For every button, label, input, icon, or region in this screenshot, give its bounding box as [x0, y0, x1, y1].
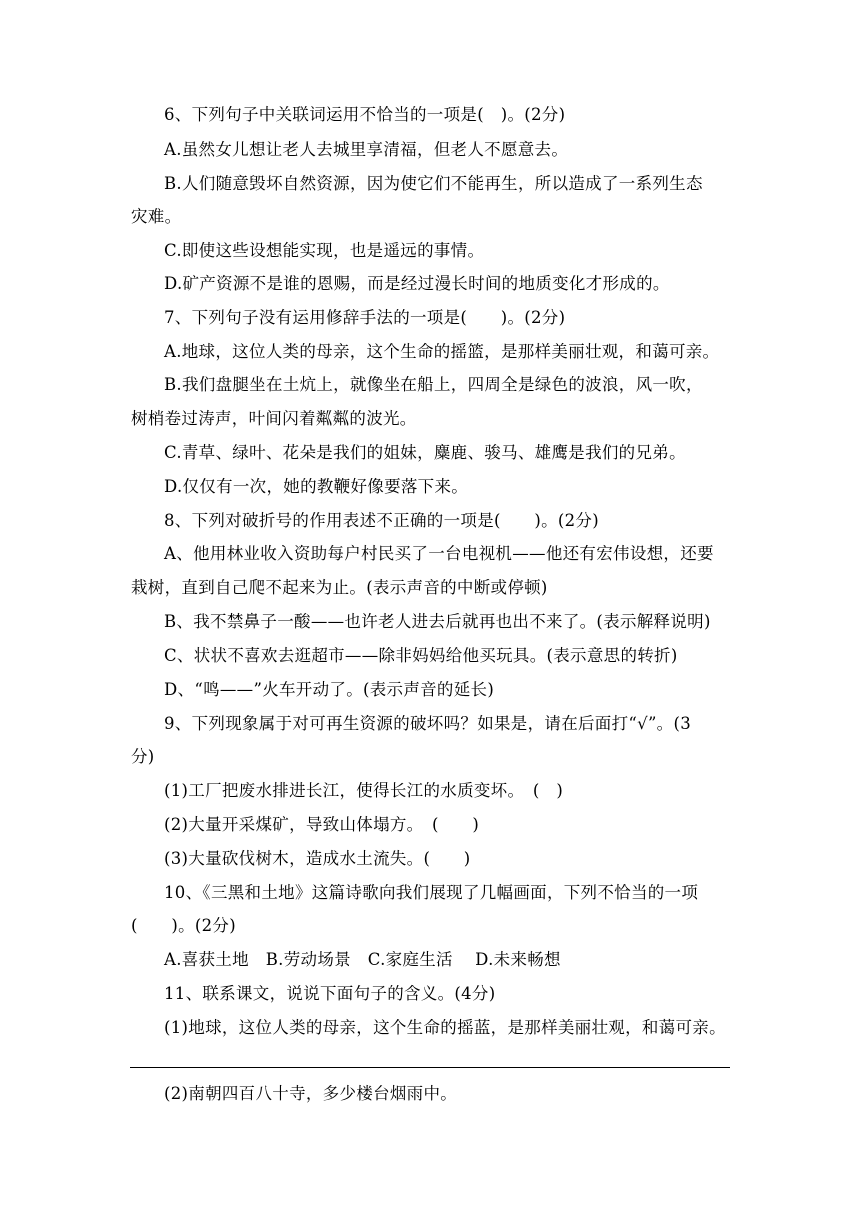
- question-6-option-c: C.即使这些设想能实现，也是遥远的事情。: [164, 241, 485, 260]
- question-7-option-b: B.我们盘腿坐在土炕上，就像坐在船上，四周全是绿色的波浪，风一吹，: [164, 375, 703, 394]
- question-7-option-c: C.青草、绿叶、花朵是我们的姐妹，麋鹿、骏马、雄鹰是我们的兄弟。: [164, 443, 686, 462]
- question-6: 6、下列句子中关联词运用不恰当的一项是( )。(2分): [164, 105, 566, 124]
- question-7-option-a: A.地球，这位人类的母亲，这个生命的摇篮，是那样美丽壮观，和蔼可亲。: [164, 342, 720, 361]
- question-6-option-b: B.人们随意毁坏自然资源，因为使它们不能再生，所以造成了一系列生态: [164, 174, 703, 193]
- question-9-item-3: (3)大量砍伐树木，造成水土流失。( ): [164, 849, 471, 868]
- question-8-option-d: D、“鸣——”火车开动了。(表示声音的延长): [164, 680, 495, 699]
- question-8-option-a: A、他用林业收入资助每户村民买了一台电视机——他还有宏伟设想，还要: [164, 544, 714, 563]
- question-8: 8、下列对破折号的作用表述不正确的一项是( )。(2分): [164, 511, 599, 530]
- question-9-cont: 分): [131, 747, 155, 766]
- question-10: 10、《三黑和土地》这篇诗歌向我们展现了几幅画面，下列不恰当的一项: [164, 883, 699, 902]
- question-10-options: A.喜获土地 B.劳动场景 C.家庭生活 D.未来畅想: [164, 950, 561, 969]
- question-7-option-d: D.仅仅有一次，她的教鞭好像要落下来。: [164, 477, 469, 496]
- question-11-item-2: (2)南朝四百八十寺，多少楼台烟雨中。: [164, 1084, 458, 1103]
- question-9: 9、下列现象属于对可再生资源的破坏吗？如果是，请在后面打“√”。(3: [164, 714, 692, 733]
- question-6-option-d: D.矿产资源不是谁的恩赐，而是经过漫长时间的地质变化才形成的。: [164, 274, 670, 293]
- question-11: 11、联系课文，说说下面句子的含义。(4分): [164, 984, 496, 1003]
- answer-line: [130, 1067, 730, 1068]
- question-9-item-2: (2)大量开采煤矿，导致山体塌方。 ( ): [164, 815, 480, 834]
- question-8-option-b: B、我不禁鼻子一酸——也许老人进去后就再也出不来了。(表示解释说明): [164, 612, 711, 631]
- question-6-option-b-cont: 灾难。: [131, 207, 182, 226]
- question-8-option-c: C、状状不喜欢去逛超市——除非妈妈给他买玩具。(表示意思的转折): [164, 646, 678, 665]
- question-7-option-b-cont: 树梢卷过涛声，叶间闪着粼粼的波光。: [131, 409, 417, 428]
- question-11-item-1: (1)地球，这位人类的母亲，这个生命的摇蓝，是那样美丽壮观，和蔼可亲。: [164, 1018, 726, 1037]
- question-9-item-1: (1)工厂把废水排进长江，使得长江的水质变坏。 ( ): [164, 781, 564, 800]
- question-7: 7、下列句子没有运用修辞手法的一项是( )。(2分): [164, 308, 566, 327]
- question-10-cont: ( )。(2分): [131, 916, 236, 935]
- question-6-option-a: A.虽然女儿想让老人去城里享清福，但老人不愿意去。: [164, 140, 569, 159]
- question-8-option-a-cont: 栽树，直到自己爬不起来为止。(表示声音的中断或停顿): [131, 578, 548, 597]
